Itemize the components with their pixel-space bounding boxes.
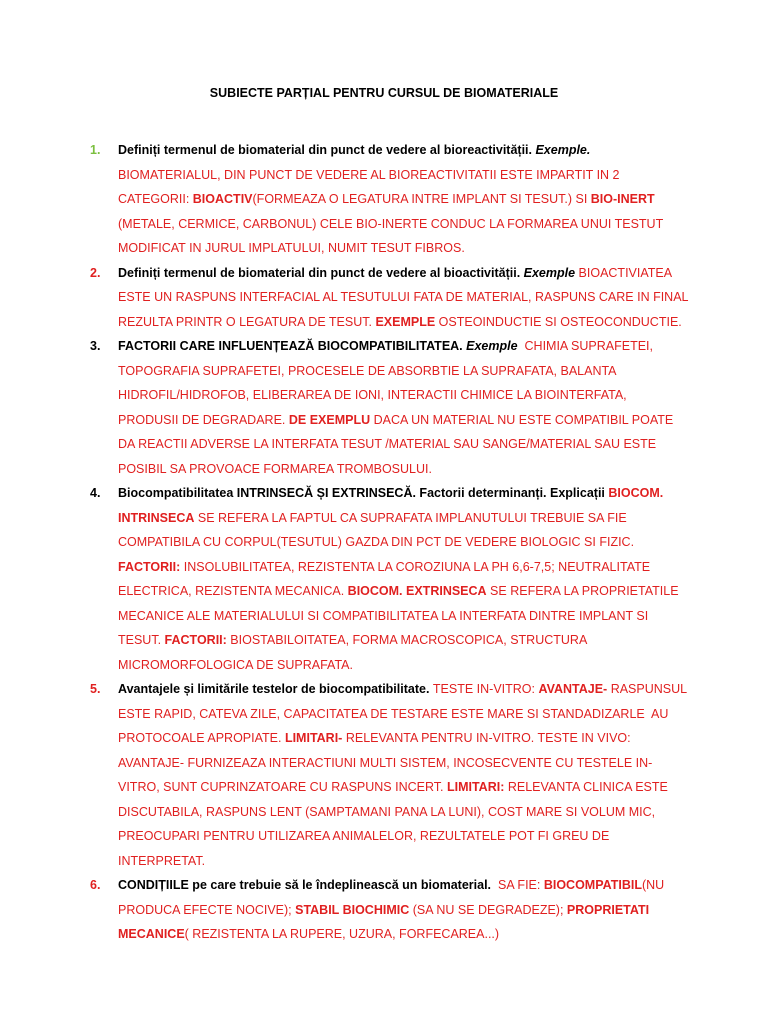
item-number: 3. <box>90 339 101 353</box>
answer-text: PROPRIETATI MECANICE <box>118 902 653 941</box>
question-text: Exemple. <box>535 143 591 157</box>
answer-text: BIOSTABILOITATEA, FORMA MACROSCOPICA, STRUCTURA MICROMORFOLOGICA DE SUPRAFATA. <box>118 633 591 672</box>
answer-text: (METALE, CERMICE, CARBONUL) CELE BIO-INERTE CONDUC LA FORMAREA UNUI TESTUT MODIFICAT IN JURUL IMPLATULUI, NUMIT TESUT FIBROS. <box>118 192 667 255</box>
answer-text: STABIL BIOCHIMIC <box>295 902 410 917</box>
item-number: 4. <box>90 486 101 500</box>
answer-text: AVANTAJE- <box>538 682 608 696</box>
list-item <box>90 873 690 947</box>
question-text: Definiți termenul de biomaterial din punct de vedere al bioreactivității. <box>118 143 536 157</box>
answer-text: OSTEOINDUCTIE SI OSTEOCONDUCTIE. <box>435 314 682 329</box>
item-number: 2. <box>90 265 101 280</box>
answer-text: FACTORII: <box>164 633 227 647</box>
question-text: Avantajele și limitările testelor de biocompatibilitate. <box>118 682 433 696</box>
list-item <box>90 481 690 677</box>
answer-text: ( REZISTENTA LA RUPERE, UZURA, FORFECAREA...) <box>184 927 500 941</box>
answer-text: FACTORII: <box>118 559 181 574</box>
list-item <box>90 334 690 481</box>
answer-text: SE REFERA LA PROPRIETATILE MECANICE ALE MATERIALULUI SI COMPATIBILITATEA LA INTERFATA DINTRE IMPLANT SI TESUT. <box>118 584 683 647</box>
question-text: Exemple <box>466 339 518 353</box>
item-number: 5. <box>90 682 101 696</box>
answer-text: SE REFERA LA FAPTUL CA SUPRAFATA IMPLANUTULUI TREBUIE SA FIE COMPATIBILA CU CORPUL(TESUTUL) GAZDA DIN PCT DE VEDERE BIOLOGIC SI FIZIC. <box>118 510 641 549</box>
answer-text: SA FIE: <box>491 878 544 892</box>
answer-text: CHIMIA SUPRAFETEI, TOPOGRAFIA SUPRAFETEI, PROCESELE DE ABSORBTIE LA SUPRAFATA, BALANTA HIDROFIL/HIDROFOB, ELIBERAREA DE IONI, INTERACTII CHIMICE LA BIOINTERFATA, PRODUSII DE DEGRADARE. <box>118 339 657 427</box>
list-item <box>90 677 690 873</box>
list-item <box>90 138 690 261</box>
answer-text: (SA NU SE DEGRADEZE); <box>409 902 567 917</box>
question-text: Exemple <box>523 265 576 280</box>
question-text: CONDIȚIILE pe care trebuie să le îndeplinească un biomaterial. <box>118 878 492 892</box>
question-text: Biocompatibilitatea INTRINSECĂ ȘI EXTRINSECĂ. Factorii determinanți. Explicații <box>118 486 609 500</box>
list-item <box>90 261 690 335</box>
answer-text: INSOLUBILITATEA, REZISTENTA LA COROZIUNA LA PH 6,6-7,5; NEUTRALITATE ELECTRICA, REZISTENTA MECANICA. <box>118 559 654 598</box>
answer-text: LIMITARI- <box>284 731 343 745</box>
answer-text: TESTE IN-VITRO: <box>432 682 539 696</box>
answer-text: RELEVANTA CLINICA ESTE DISCUTABILA, RASPUNS LENT (SAMPTAMANI PANA LA LUNI), COST MARE SI VOLUM MIC, PREOCUPARI PENTRU UTILIZAREA ANIMALELOR, REZULTATELE POT FI GREU DE INTERPRETAT. <box>118 780 672 868</box>
question-text: FACTORII CARE INFLUENȚEAZĂ BIOCOMPATIBILITATEA. <box>118 339 467 353</box>
answer-text: RELEVANTA PENTRU IN-VITRO. TESTE IN VIVO: AVANTAJE- FURNIZEAZA INTERACTIUNI MULTI SISTEM, INCOSECVENTE CU TESTELE IN-VITRO, SUNT CUPRINZATOARE CU RASPUNS INCERT. <box>118 731 653 794</box>
answer-text: (FORMEAZA O LEGATURA INTRE IMPLANT SI TESUT.) SI <box>252 192 591 206</box>
question-list <box>90 138 690 947</box>
answer-text: LIMITARI: <box>446 780 505 794</box>
answer-text: EXEMPLE <box>375 314 436 329</box>
answer-text: (NU PRODUCA EFECTE NOCIVE); <box>118 878 668 917</box>
answer-text: BIOCOM. INTRINSECA <box>118 486 667 525</box>
answer-text: DACA UN MATERIAL NU ESTE COMPATIBIL POATE DA REACTII ADVERSE LA INTERFATA TESUT /MATERIAL SAU SANGE/MATERIAL SAU ESTE POSIBIL SA PROVOACE FORMAREA TROMBOSULUI. <box>118 412 677 476</box>
answer-text: BIOACTIVIATEA ESTE UN RASPUNS INTERFACIAL AL TESUTULUI FATA DE MATERIAL, RASPUNS CARE IN FINAL REZULTA PRINTR O LEGATURA DE TESUT. <box>118 265 692 329</box>
document-title: SUBIECTE PARȚIAL PENTRU CURSUL DE BIOMATERIALE <box>209 86 559 100</box>
item-number: 1. <box>90 143 101 157</box>
question-text: Definiți termenul de biomaterial din punct de vedere al bioactivității. <box>118 265 524 280</box>
answer-text: BIOCOMPATIBIL <box>543 878 642 892</box>
answer-text: DE EXEMPLU <box>288 412 371 427</box>
answer-text: BIOMATERIALUL, DIN PUNCT DE VEDERE AL BIOREACTIVITATII ESTE IMPARTIT IN 2 CATEGORII: <box>118 167 620 206</box>
answer-text: BIO-INERT <box>590 192 655 206</box>
answer-text: BIOACTIV <box>192 192 253 206</box>
answer-text: RASPUNSUL ESTE RAPID, CATEVA ZILE, CAPACITATEA DE TESTARE ESTE MARE SI STANDADIZARLE AU PROTOCOALE APROPIATE. <box>118 682 691 745</box>
item-number: 6. <box>90 878 101 892</box>
answer-text: BIOCOM. EXTRINSECA <box>347 584 487 598</box>
